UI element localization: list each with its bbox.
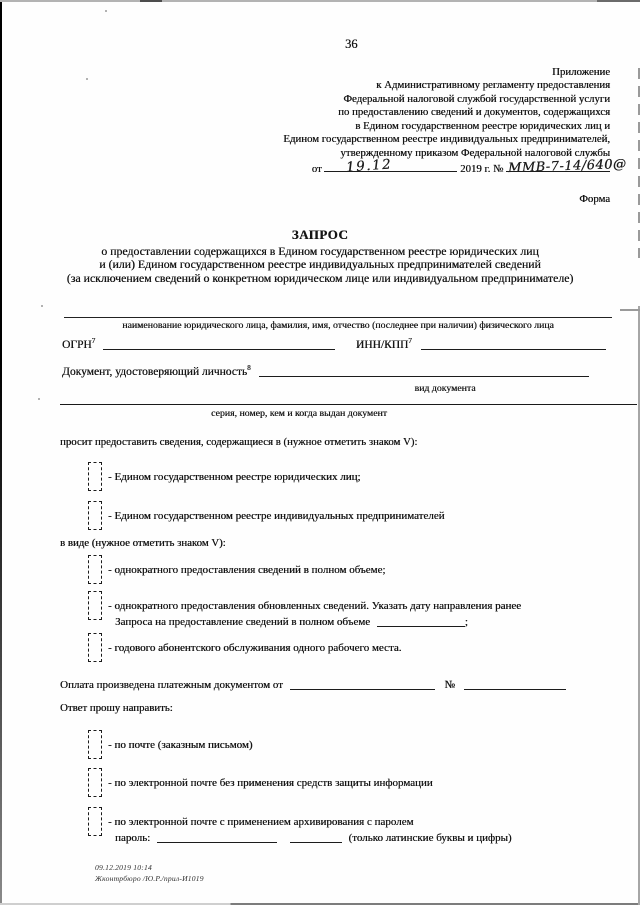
innkpp-fill-line[interactable]: [421, 337, 606, 350]
scan-artifact-top-dark-segment: [140, 0, 162, 2]
applicant-name-caption: наименование юридического лица, фамилия, имя, отчество (последнее при наличии) физического лица: [122, 320, 554, 331]
appendix-line: утвержденному приказом Федеральной налоговой службы: [340, 146, 610, 159]
appendix-line: к Административному регламенту предоставления: [376, 79, 610, 92]
ogrn-fill-line[interactable]: [103, 337, 335, 350]
password-label: пароль:: [115, 831, 151, 844]
identity-doc-label: Документ, удостоверяющий личность$^8$: [62, 364, 251, 378]
option-single-updated-label: [108, 599, 521, 629]
request-intro: просит предоставить сведения, содержащиеся в (нужное отметить знаком V):: [60, 436, 418, 448]
handwritten-date: 19.12: [345, 156, 393, 176]
appendix-line: по предоставлению сведений и документов, содержащихся: [338, 106, 610, 119]
request-subtitle-line: и (или) Едином государственном реестре индивидуальных предпринимателей сведений: [99, 257, 541, 272]
checkbox-email-archive[interactable]: [88, 807, 102, 836]
payment-number-fill-line[interactable]: [464, 677, 566, 690]
scan-speck: [38, 398, 40, 400]
identity-doc-footnote: 8: [247, 364, 251, 373]
order-date-number-line: [30, 156, 627, 176]
scan-artifact-top-dark-segment: [597, 0, 640, 2]
innkpp-label: ИНН/КПП$^7$: [355, 337, 412, 351]
option-single-updated-line2: Запроса на предоставление сведений в полном объеме: [115, 615, 371, 628]
option-email-plain-label: - по электронной почте без применения средств защиты информации: [108, 777, 433, 789]
doc-type-caption: вид документа: [414, 383, 476, 394]
checkbox-by-post[interactable]: [88, 730, 102, 759]
appendix-line: Едином государственном реестре индивидуальных предпринимателей,: [283, 133, 610, 146]
scan-artifact-right-tick: [620, 309, 640, 311]
payment-date-fill-line[interactable]: [290, 677, 435, 690]
scan-artifact-top-edge: [0, 0, 640, 2]
appendix-line: Федеральной налоговой службой государственной услуги: [343, 92, 610, 105]
appendix-line: Приложение: [552, 66, 610, 78]
password-fill-line-1[interactable]: [157, 830, 277, 843]
checkbox-egrip[interactable]: [88, 501, 102, 530]
payment-number-sign: №: [444, 679, 455, 691]
checkbox-email-plain[interactable]: [88, 768, 102, 797]
password-note: (только латинские буквы и цифры): [348, 831, 512, 844]
identity-doc-fill-line[interactable]: [259, 364, 589, 377]
option-by-post-label: - по почте (заказным письмом): [108, 739, 253, 751]
option-single-updated-suffix: ;: [464, 615, 468, 628]
option-single-updated-line1: - однократного предоставления обновленных сведений. Указать дату направления ранее: [108, 600, 522, 612]
page-number: 36: [345, 37, 358, 51]
request-title: ЗАПРОС: [291, 227, 349, 242]
response-intro: Ответ прошу направить:: [60, 702, 173, 714]
scan-speck: [41, 305, 43, 307]
ogrn-inn-row: [62, 337, 606, 351]
earlier-request-date-fill-line[interactable]: [377, 614, 465, 627]
payment-text: Оплата произведена платежным документом от: [60, 679, 283, 691]
identity-doc-row: [62, 364, 589, 378]
option-egrip-label: - Едином государственном реестре индивидуальных предпринимателей: [108, 510, 445, 522]
stamp-reference: Жконтрбюро /Ю.Р./прил-И1019: [95, 873, 204, 883]
innkpp-footnote: 7: [408, 337, 412, 346]
option-egrul-label: - Едином государственном реестре юридических лиц;: [108, 471, 361, 483]
doc-details-fill-line[interactable]: [60, 404, 637, 405]
option-email-archive-line1: - по электронной почте с применением архивирования с паролем: [108, 816, 414, 828]
appendix-header: [30, 66, 627, 177]
option-email-archive-label: [108, 815, 512, 845]
order-year-label: 2019 г. №: [460, 163, 504, 176]
order-number-fill-line: [506, 156, 627, 176]
form-label: Форма: [579, 193, 610, 205]
request-subtitle-line: (за исключением сведений о конкретном юридическом лице или индивидуальном предпринимателе): [66, 270, 574, 285]
ogrn-label: ОГРН$^7$: [62, 337, 96, 351]
doc-details-caption: серия, номер, кем и когда выдан документ: [211, 408, 387, 419]
password-fill-line-2[interactable]: [290, 830, 342, 843]
checkbox-single-updated[interactable]: [88, 591, 102, 620]
checkbox-egrul[interactable]: [88, 462, 102, 491]
option-single-full-label: - однократного предоставления сведений в полном объеме;: [108, 564, 386, 576]
order-from-label: от: [311, 163, 322, 176]
ogrn-footnote: 7: [91, 337, 96, 346]
option-annual-service-label: - годового абонентского обслуживания одного рабочего места.: [108, 642, 402, 654]
checkbox-annual-service[interactable]: [88, 633, 102, 662]
request-subtitle-line: о предоставлении содержащихся в Едином государственном реестре юридических лиц: [101, 244, 539, 258]
stamp-datetime: 09.12.2019 10:14: [95, 863, 152, 872]
appendix-line: в Едином государственном реестре юридических лиц и: [355, 119, 610, 132]
applicant-name-fill-line[interactable]: [64, 317, 612, 318]
form-type-intro: в виде (нужное отметить знаком V):: [60, 537, 226, 549]
payment-row: [60, 677, 566, 691]
scan-artifact-left-edge: [0, 0, 2, 905]
checkbox-single-full[interactable]: [88, 555, 102, 584]
order-date-fill-line: [324, 156, 457, 176]
scan-speck: [105, 10, 107, 12]
edms-stamp: [95, 863, 204, 884]
handwritten-order-number: ММВ-7-14/640@: [507, 156, 627, 176]
request-title-block: [45, 227, 595, 285]
